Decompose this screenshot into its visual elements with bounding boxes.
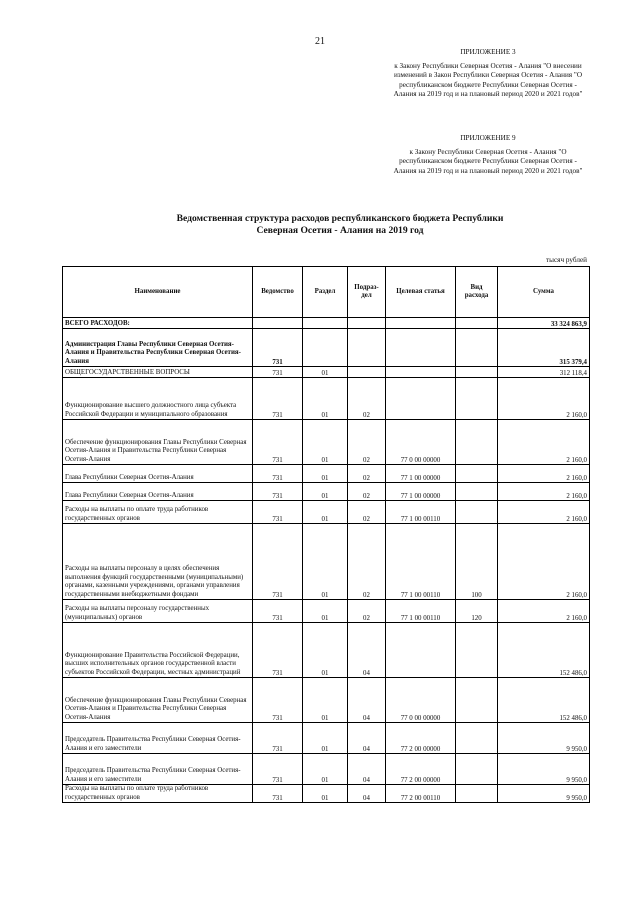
cell-dept: 731 [253, 483, 303, 501]
cell-section [303, 318, 348, 329]
cell-name: Обеспечение функционирования Главы Республики Северная Осетия-Алания и Правительства Республики Северная Осетия-Алания [63, 420, 253, 465]
cell-section: 01 [303, 501, 348, 524]
cell-dept: 731 [253, 367, 303, 378]
table-row [63, 329, 590, 367]
cell-target: 77 0 00 00000 [386, 678, 456, 723]
annex-3-text: к Закону Республики Северная Осетия - Алания "О внесении изменений в Закон Республики Северная Осетия - Алания "О республиканском бюджете Республики Северная Осетия - Алания на 2019 год и на плановый период 2020 и 2021 годов" [393, 61, 583, 99]
cell-amount: 2 160,0 [498, 465, 590, 483]
cell-name: ОБЩЕГОСУДАРСТВЕННЫЕ ВОПРОСЫ [63, 367, 253, 378]
cell-amount: 2 160,0 [498, 600, 590, 623]
cell-dept: 731 [253, 678, 303, 723]
cell-subsection: 04 [348, 754, 386, 785]
cell-section: 01 [303, 678, 348, 723]
cell-section: 01 [303, 378, 348, 420]
cell-section: 01 [303, 524, 348, 600]
cell-target [386, 378, 456, 420]
cell-subsection [348, 318, 386, 329]
header-target: Целевая статья [386, 267, 456, 318]
cell-expense-type [456, 754, 498, 785]
cell-subsection: 04 [348, 723, 386, 754]
cell-name: Расходы на выплаты персоналу государственных (муниципальных) органов [63, 600, 253, 623]
document-title-line-2: Северная Осетия - Алания на 2019 год [256, 225, 424, 236]
header-expense-type: Вид расхода [456, 267, 498, 318]
header-dept: Ведомство [253, 267, 303, 318]
header-subsection: Подраз-дел [348, 267, 386, 318]
cell-amount: 152 486,0 [498, 678, 590, 723]
cell-dept: 731 [253, 623, 303, 678]
cell-expense-type [456, 367, 498, 378]
table-header-row [63, 267, 590, 318]
cell-expense-type [456, 623, 498, 678]
table-row [63, 785, 590, 803]
cell-target: 77 1 00 00000 [386, 465, 456, 483]
table-row [63, 754, 590, 785]
cell-expense-type [456, 378, 498, 420]
cell-dept: 731 [253, 420, 303, 465]
cell-target [386, 318, 456, 329]
cell-amount: 9 950,0 [498, 723, 590, 754]
cell-expense-type: 120 [456, 600, 498, 623]
cell-target: 77 2 00 00000 [386, 723, 456, 754]
cell-subsection: 04 [348, 678, 386, 723]
cell-subsection: 04 [348, 785, 386, 803]
annex-9-text: к Закону Республики Северная Осетия - Алания "О республиканском бюджете Республики Северная Осетия - Алания на 2019 год и на плановый период 2020 и 2021 годов" [393, 147, 583, 175]
document-title-line-1: Ведомственная структура расходов республиканского бюджета Республики [176, 213, 504, 224]
cell-section: 01 [303, 723, 348, 754]
cell-name: Обеспечение функционирования Главы Республики Северная Осетия-Алания и Правительства Республики Северная Осетия-Алания [63, 678, 253, 723]
cell-dept: 731 [253, 524, 303, 600]
cell-subsection: 02 [348, 378, 386, 420]
cell-expense-type [456, 483, 498, 501]
cell-amount: 152 486,0 [498, 623, 590, 678]
page-number: 21 [315, 36, 325, 47]
cell-expense-type [456, 501, 498, 524]
cell-amount: 2 160,0 [498, 524, 590, 600]
cell-subsection: 02 [348, 483, 386, 501]
table-row [63, 501, 590, 524]
table-row [63, 623, 590, 678]
annex-9-header [388, 134, 588, 176]
cell-dept: 731 [253, 329, 303, 367]
cell-amount: 2 160,0 [498, 420, 590, 465]
cell-section: 01 [303, 754, 348, 785]
cell-target [386, 367, 456, 378]
header-amount: Сумма [498, 267, 590, 318]
header-name: Наименование [63, 267, 253, 318]
cell-amount: 9 950,0 [498, 754, 590, 785]
cell-target: 77 2 00 00110 [386, 785, 456, 803]
cell-subsection [348, 329, 386, 367]
cell-target: 77 1 00 00110 [386, 501, 456, 524]
table-row [63, 678, 590, 723]
annex-3-header [388, 48, 588, 100]
cell-name: Глава Республики Северная Осетия-Алания [63, 483, 253, 501]
cell-expense-type [456, 318, 498, 329]
cell-name: Расходы на выплаты персоналу в целях обеспечения выполнения функций государственными (муниципальными) органами, казенными учреждениями, органами управления государственными внебюджетными фондами [63, 524, 253, 600]
table-row [63, 723, 590, 754]
cell-section: 01 [303, 600, 348, 623]
cell-amount: 312 118,4 [498, 367, 590, 378]
cell-name: Функционирование Правительства Российской Федерации, высших исполнительных органов государственной власти субъектов Российской Федерации, местных администраций [63, 623, 253, 678]
cell-name: Председатель Правительства Республики Северная Осетия-Алания и его заместители [63, 754, 253, 785]
cell-subsection [348, 367, 386, 378]
cell-amount: 2 160,0 [498, 501, 590, 524]
header-section: Раздел [303, 267, 348, 318]
cell-dept: 731 [253, 754, 303, 785]
table-row [63, 420, 590, 465]
cell-name: Председатель Правительства Республики Северная Осетия-Алания и его заместители [63, 723, 253, 754]
cell-subsection: 02 [348, 524, 386, 600]
document-title [80, 213, 600, 237]
cell-expense-type: 100 [456, 524, 498, 600]
cell-dept: 731 [253, 378, 303, 420]
cell-subsection: 02 [348, 465, 386, 483]
cell-target [386, 623, 456, 678]
cell-section: 01 [303, 465, 348, 483]
cell-section: 01 [303, 623, 348, 678]
cell-section: 01 [303, 483, 348, 501]
cell-expense-type [456, 420, 498, 465]
cell-target [386, 329, 456, 367]
cell-expense-type [456, 723, 498, 754]
cell-amount: 9 950,0 [498, 785, 590, 803]
cell-expense-type [456, 785, 498, 803]
cell-dept: 731 [253, 600, 303, 623]
cell-name: Администрация Главы Республики Северная Осетия-Алания и Правительства Республики Северная Осетия-Алания [63, 329, 253, 367]
cell-expense-type [456, 678, 498, 723]
cell-expense-type [456, 465, 498, 483]
table-row [63, 378, 590, 420]
cell-amount: 315 379,4 [498, 329, 590, 367]
cell-name: ВСЕГО РАСХОДОВ: [63, 318, 253, 329]
table-row [63, 600, 590, 623]
cell-dept: 731 [253, 785, 303, 803]
cell-name: Расходы на выплаты по оплате труда работников государственных органов [63, 501, 253, 524]
cell-dept: 731 [253, 723, 303, 754]
cell-subsection: 02 [348, 420, 386, 465]
annex-9-heading: ПРИЛОЖЕНИЕ 9 [460, 134, 516, 142]
cell-expense-type [456, 329, 498, 367]
cell-target: 77 1 00 00000 [386, 483, 456, 501]
cell-subsection: 04 [348, 623, 386, 678]
annex-3-heading: ПРИЛОЖЕНИЕ 3 [460, 48, 516, 56]
cell-target: 77 2 00 00000 [386, 754, 456, 785]
cell-subsection: 02 [348, 600, 386, 623]
table-row [63, 318, 590, 329]
cell-section: 01 [303, 367, 348, 378]
cell-dept [253, 318, 303, 329]
cell-section [303, 329, 348, 367]
cell-dept: 731 [253, 501, 303, 524]
budget-table [62, 266, 590, 803]
units-label: тысяч рублей [546, 256, 587, 264]
table-row [63, 367, 590, 378]
cell-name: Глава Республики Северная Осетия-Алания [63, 465, 253, 483]
table-body [63, 318, 590, 803]
cell-section: 01 [303, 420, 348, 465]
cell-target: 77 0 00 00000 [386, 420, 456, 465]
cell-name: Расходы на выплаты по оплате труда работников государственных органов [63, 785, 253, 803]
cell-name: Функционирование высшего должностного лица субъекта Российской Федерации и муниципального образования [63, 378, 253, 420]
cell-target: 77 1 00 00110 [386, 600, 456, 623]
cell-amount: 2 160,0 [498, 483, 590, 501]
table-row [63, 524, 590, 600]
cell-target: 77 1 00 00110 [386, 524, 456, 600]
table-row [63, 483, 590, 501]
cell-subsection: 02 [348, 501, 386, 524]
cell-amount: 33 324 863,9 [498, 318, 590, 329]
table-row [63, 465, 590, 483]
cell-amount: 2 160,0 [498, 378, 590, 420]
cell-dept: 731 [253, 465, 303, 483]
cell-section: 01 [303, 785, 348, 803]
